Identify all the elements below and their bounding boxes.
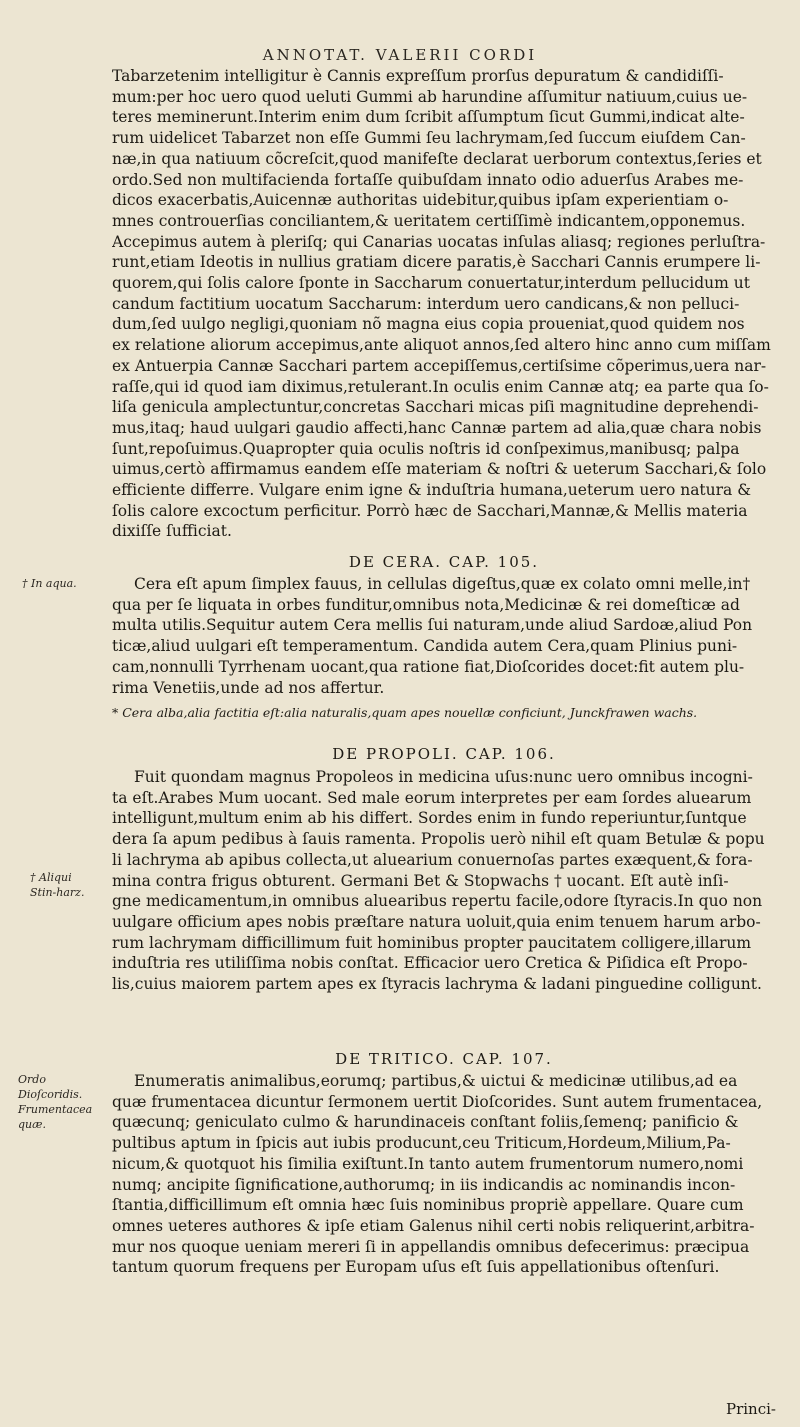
text-line: pultibus aptum in ſpicis aut iubis producunt,ceu Triticum,Hordeum,Milium,Pa- bbox=[112, 1134, 731, 1153]
text-line: quorem,qui ſolis calore ſponte in Saccharum conuertatur,interdum pellucidum ut bbox=[112, 274, 750, 293]
text-line: efficiente differre. Vulgare enim igne & induſtria humana,ueterum uero natura & bbox=[112, 481, 752, 500]
text-line: lis,cuius maiorem partem apes ex ſtyracis lachryma & ladani pinguedine colligunt. bbox=[112, 975, 762, 994]
text-line: induſtria res utiliſſima nobis conſtat. Efficacior uero Cretica & Piſidica eſt Propo- bbox=[112, 954, 748, 973]
text-line: gne medicamentum,in omnibus aluearibus repertu facile,odore ſtyracis.In quo non bbox=[112, 892, 763, 911]
text-line: ordo.Sed non multifacienda fortaſſe quibuſdam innato odio aduerſus Arabes me- bbox=[112, 170, 744, 189]
text-line: mur nos quoque ueniam mereri ſi in appellandis omnibus defecerimus: præcipua bbox=[112, 1237, 750, 1256]
text-line: cam,nonnulli Tyrrhenam uocant,qua ratione fiat,Dioſcorides docet:fit autem plu- bbox=[112, 657, 745, 676]
text-line: tantum quorum frequens per Europam uſus eſt ſuis appellationibus oſtenſuri. bbox=[112, 1258, 720, 1277]
text-line: dera ſa apum pedibus à ſauis ramenta. Propolis uerò nihil eſt quam Betulæ & popu bbox=[112, 830, 765, 849]
margin-note-propoli: † Aliqui Stin-harz. bbox=[30, 871, 85, 899]
text-line: intelligunt,multum enim ab his differt. Sordes enim in fundo reperiuntur,ſuntque bbox=[112, 809, 747, 828]
text-line: ex relatione aliorum accepimus,ante aliquot annos,ſed altero hinc anno cum miſſam bbox=[112, 336, 771, 355]
text-line: omnes ueteres authores & ipſe etiam Galenus nihil certi nobis reliquerint,arbitra- bbox=[112, 1216, 755, 1235]
running-head: ANNOTAT. VALERII CORDI bbox=[262, 46, 538, 64]
heading-de-cera: DE CERA. CAP. 105. bbox=[348, 553, 540, 571]
text-line: uulgare officium apes nobis præſtare natura uoluit,quia enim tenuem harum arbo- bbox=[112, 912, 761, 931]
paragraph-tabarzet bbox=[112, 66, 776, 542]
paragraph-tritico bbox=[112, 1071, 776, 1278]
text-line: rima Venetiis,unde ad nos affertur. bbox=[112, 678, 385, 697]
text-line: quæcunq; geniculato culmo & harundinaceis conſtant foliis,ſemenq; panificio & bbox=[112, 1113, 739, 1132]
text-line: quæ frumentacea dicuntur ſermonem uertit Dioſcorides. Sunt autem frumentacea, bbox=[112, 1092, 763, 1111]
text-line: ex Antuerpia Cannæ Sacchari partem accepiſſemus,certiſsime cõperimus,uera nar- bbox=[112, 356, 767, 375]
text-line: Cera eſt apum ſimplex fauus, in cellulas digeſtus,quæ ex colato omni melle,in† bbox=[134, 575, 751, 593]
text-line: raſſe,qui id quod iam diximus,retulerant.In oculis enim Cannæ atq; ea parte qua ſo- bbox=[112, 377, 769, 396]
text-line: ticæ,aliud uulgari eſt temperamentum. Candida autem Cera,quam Plinius puni- bbox=[112, 637, 738, 656]
text-line: dixiſſe ſufficiat. bbox=[112, 522, 232, 541]
text-line: runt,etiam Ideotis in nullius gratiam dicere paratis,è Sacchari Cannis erumpere li- bbox=[112, 253, 761, 272]
text-line: Enumeratis animalibus,eorumq; partibus,& uictui & medicinæ utilibus,ad ea bbox=[134, 1072, 738, 1090]
note-cera-alba: * Cera alba,alia factitia eſt:alia naturalis,quam apes nouellæ conficiunt, Junckfrawen wachs. bbox=[112, 705, 698, 720]
text-line: dicos exacerbatis,Auicennæ authoritas uidebitur,quibus ipſam experientiam o- bbox=[112, 191, 729, 210]
text-line: candum factitium uocatum Saccharum: interdum uero candicans,& non pelluci- bbox=[112, 294, 740, 313]
heading-de-propoli: DE PROPOLI. CAP. 106. bbox=[332, 745, 556, 763]
margin-note-tritico: Ordo Dioſcoridis. Frumentacea quæ. bbox=[18, 1073, 93, 1131]
paragraph-propoli bbox=[112, 767, 776, 995]
text-line: rum uidelicet Tabarzet non eſſe Gummi ſeu lachrymam,ſed ſuccum eiuſdem Can- bbox=[112, 129, 746, 148]
paragraph-cera bbox=[112, 574, 776, 698]
catchword: Princi- bbox=[726, 1400, 776, 1418]
text-line: multa utilis.Sequitur autem Cera mellis ſui naturam,unde aliud Sardoæ,aliud Pon bbox=[112, 616, 753, 635]
text-line: uimus,certò affirmamus eandem eſſe materiam & noſtri & ueterum Sacchari,& ſolo bbox=[112, 460, 767, 479]
text-line: liſa genicula amplectuntur,concretas Sacchari micas piſi magnitudine deprehendi- bbox=[112, 398, 759, 417]
text-line: dum,ſed uulgo negligi,quoniam nõ magna eius copia proueniat,quod quidem nos bbox=[112, 315, 745, 334]
text-line: mina contra frigus obturent. Germani Bet & Stopwachs † uocant. Eſt autè inſi- bbox=[112, 871, 729, 890]
text-line: mnes controuerſias conciliantem,& ueritatem certiſſimè indicantem,opponemus. bbox=[112, 211, 746, 230]
text-line: teres meminerunt.Interim enim dum ſcribit aſſumptum ſicut Gummi,indicat alte- bbox=[112, 108, 745, 127]
text-line: ſunt,repoſuimus.Quapropter quia oculis noſtris id conſpeximus,manibusq; palpa bbox=[112, 439, 740, 458]
text-line: Fuit quondam magnus Propoleos in medicina uſus:nunc uero omnibus incogni- bbox=[134, 768, 753, 786]
heading-de-tritico: DE TRITICO. CAP. 107. bbox=[335, 1050, 553, 1068]
text-line: ta eſt.Arabes Mum uocant. Sed male eorum interpretes per eam ſordes aluearum bbox=[112, 788, 752, 807]
text-line: nicum,& quotquot his ſimilia exiſtunt.In tanto autem frumentorum numero,nomi bbox=[112, 1154, 744, 1173]
text-line: næ,in qua natiuum cõcreſcit,quod manifeſte declarat uerborum contextus,ſeries et bbox=[112, 149, 762, 168]
text-line: li lachryma ab apibus collecta,ut aluearium conuernoſas partes exæquent,& fora- bbox=[112, 850, 753, 869]
text-line: numq; ancipite ſignificatione,authorumq; in iis indicandis ac nominandis incon- bbox=[112, 1175, 736, 1194]
text-line: qua per ſe liquata in orbes funditur,omnibus nota,Medicinæ & rei domeſticæ ad bbox=[112, 595, 740, 614]
text-line: ſtantia,difficillimum eſt omnia hæc ſuis nominibus propriè appellare. Quare cum bbox=[112, 1196, 744, 1215]
margin-note-cera: † In aqua. bbox=[22, 577, 77, 590]
text-line: ſolis calore excoctum perficitur. Porrò hæc de Sacchari,Mannæ,& Mellis materia bbox=[112, 501, 748, 520]
text-line: rum lachrymam difficillimum fuit hominibus propter paucitatem colligere,illarum bbox=[112, 933, 752, 952]
text-line: Tabarzetenim intelligitur è Cannis expreſſum prorſus depuratum & candidiſſi- bbox=[112, 67, 724, 85]
text-line: mum:per hoc uero quod ueluti Gummi ab harundine aſſumitur natiuum,cuius ue- bbox=[112, 87, 748, 106]
text-line: Accepimus autem à pleriſq; qui Canarias uocatas inſulas aliasq; regiones perluſtra- bbox=[112, 232, 766, 251]
text-line: mus,itaq; haud uulgari gaudio affecti,hanc Cannæ partem ad alia,quæ chara nobis bbox=[112, 418, 762, 437]
